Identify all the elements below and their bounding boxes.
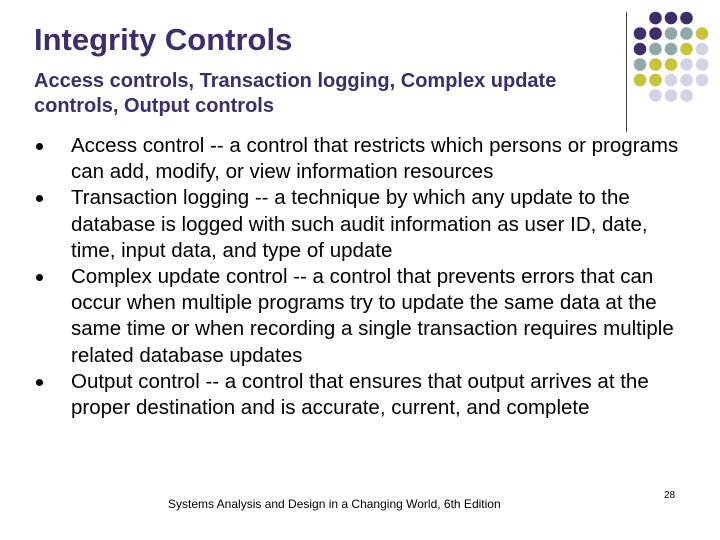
- decorative-dot: [634, 43, 647, 56]
- bullet-text: Complex update control -- a control that prevents errors that can occur when multiple programs try to update the same data at the same time or when recording a single transaction requires multiple related database updates: [71, 265, 674, 367]
- decorative-dot: [665, 58, 678, 71]
- decorative-dot: [696, 58, 709, 71]
- bullet-icon: [36, 274, 43, 281]
- decorative-dot: [634, 58, 647, 71]
- decorative-dot: [649, 58, 662, 71]
- decorative-dot: [665, 43, 678, 56]
- decorative-dot: [649, 27, 662, 40]
- page-number: 28: [664, 490, 676, 501]
- decorative-dot-grid: [0, 0, 720, 140]
- bullet-item: [36, 133, 696, 185]
- decorative-dot: [665, 12, 678, 25]
- decorative-dot: [634, 74, 647, 87]
- decorative-dot: [680, 12, 693, 25]
- decorative-dot: [649, 74, 662, 87]
- bullet-text: Output control -- a control that ensures that output arrives at the proper destination and is accurate, current, and complete: [71, 369, 649, 420]
- decorative-dot: [649, 43, 662, 56]
- decorative-dot: [680, 89, 693, 102]
- decorative-dot: [665, 27, 678, 40]
- bullet-icon: [36, 143, 43, 150]
- decorative-dot: [649, 89, 662, 102]
- decorative-dot: [680, 58, 693, 71]
- slide-title: Integrity Controls: [34, 22, 293, 57]
- bullet-item: [36, 264, 696, 369]
- bullet-list: [36, 133, 696, 421]
- decorative-dot: [680, 27, 693, 40]
- decorative-dot: [665, 74, 678, 87]
- slide-footer: Systems Analysis and Design in a Changing World, 6th Edition: [168, 497, 501, 511]
- decorative-dot: [680, 43, 693, 56]
- decorative-dot: [680, 74, 693, 87]
- bullet-text: Transaction logging -- a technique by which any update to the database is logged with such audit information as user ID, date, time, input data, and type of update: [71, 186, 648, 262]
- bullet-item: [36, 369, 696, 421]
- bullet-icon: [36, 195, 43, 202]
- decorative-dot: [649, 12, 662, 25]
- decorative-dot: [696, 74, 709, 87]
- slide-subtitle: Access controls, Transaction logging, Complex update controls, Output controls: [34, 70, 557, 117]
- decorative-dot: [696, 27, 709, 40]
- bullet-text: Access control -- a control that restricts which persons or programs can add, modify, or view information resources: [71, 134, 679, 184]
- decorative-dot: [665, 89, 678, 102]
- bullet-icon: [36, 379, 43, 386]
- decorative-dot: [696, 43, 709, 56]
- decorative-dot: [634, 27, 647, 40]
- bullet-item: [36, 185, 696, 264]
